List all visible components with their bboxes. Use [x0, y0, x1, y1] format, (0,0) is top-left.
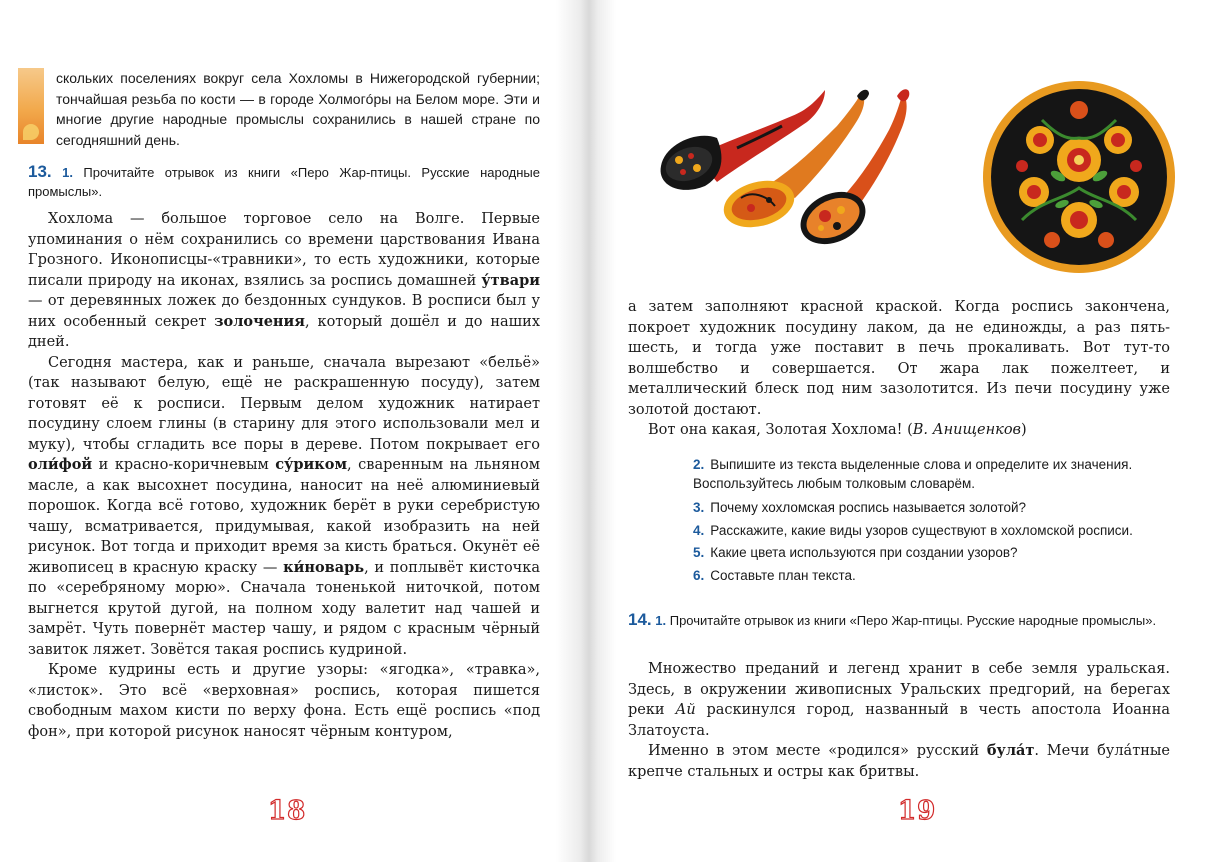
task-13-number: 13. — [28, 162, 52, 181]
page-number-left: 18 — [268, 796, 307, 826]
text-run: — от деревянных ложек до бездонных сундуков. В росписи был у них особенный секрет — [28, 293, 540, 330]
intro-text: скольких поселениях вокруг села Хохломы в Нижегородской губернии; тончайшая резьба по кости — в городе Холмогóры на Белом море. Эти и многие другие народные промыслы сохранились в нашей стране по сегодняшний день. — [56, 70, 540, 148]
khokhloma-plate-illustration — [982, 80, 1177, 275]
question-3 — [693, 497, 1171, 520]
question-5-number: 5. — [693, 545, 705, 560]
task-14-sub: 1. — [655, 613, 667, 628]
text-run: , и поплывёт кисточка по «серебряному морю». Сначала тоненькой ниточкой, потом выгнется крутой дугой, на полном ходу валетит над чашей и замрёт. Чуть повернёт мастер чашу, и рядом с красным чёрный завиток ляжет. Зовётся такая роспись кудриной. — [28, 559, 540, 658]
text-run: . Мечи була́тные крепче стальных и остры как бритвы. — [628, 743, 1171, 780]
task-14 — [628, 610, 1170, 630]
keyword-olifa: оли́фой — [28, 456, 93, 473]
task-13-sub: 1. — [62, 165, 73, 180]
question-6 — [693, 565, 1171, 588]
task-14-text: Прочитайте отрывок из книги «Перо Жар-птицы. Русские народные промыслы». — [669, 613, 1157, 628]
question-4 — [693, 520, 1171, 543]
author-name: В. Анищенков — [912, 422, 1021, 438]
keyword-surik: су́риком — [275, 456, 348, 473]
paragraph-khokhloma-3: Кроме кудрины есть и другие узоры: «ягодка», «травка», «листок». Это всё «верховная» роспись, которая пишется свободным махом кисти по верху фона. Есть ещё роспись «под фон», при которой рисунок наносят чёрным контуром, — [28, 662, 540, 740]
text-run: Именно в этом месте «родился» русский — [648, 743, 987, 759]
question-4-text: Расскажите, какие виды узоров существуют в хохломской росписи. — [710, 522, 1133, 538]
questions-list — [693, 455, 1171, 587]
text-run: Вот она какая, Золотая Хохлома! ( — [648, 422, 913, 438]
question-2-number: 2. — [693, 457, 705, 472]
plate-image — [982, 80, 1177, 275]
question-3-text: Почему хохломская роспись называется золотой? — [710, 500, 1027, 515]
task-13 — [28, 162, 540, 201]
text-run: и красно-коричневым — [92, 457, 276, 473]
river-name: Ай — [675, 702, 696, 718]
keyword-kinovar: ки́новарь — [283, 558, 365, 576]
keyword-bulat: була́т — [986, 742, 1035, 759]
task-14-number: 14. — [628, 610, 652, 629]
keyword-utvari: у́твари — [481, 271, 540, 289]
text-body-right-2 — [628, 659, 1170, 782]
right-page — [585, 0, 1205, 862]
intro-paragraph — [56, 68, 540, 150]
question-5-text: Какие цвета используются при создании узоров? — [710, 545, 1018, 560]
question-6-number: 6. — [693, 567, 705, 583]
text-run: раскинулся город, названный в честь апостола Иоанна Златоуста. — [628, 702, 1171, 739]
paragraph-ural-2 — [628, 741, 1170, 782]
text-run: , сваренным на льняном масле, а как высохнет посудина, наносит на неё алюминиевый порошок. Когда всё готово, художник берёт в руки серебристую чашу, всматривается, придумывая, какой изобразить на ней рисунок. Вот тогда и приходит время за кисть браться. Окунёт её живописец в красную краску — — [28, 457, 541, 576]
paragraph-ural-1 — [628, 659, 1170, 741]
khokhloma-spoons-illustration — [657, 86, 922, 251]
text-run: ) — [1021, 422, 1027, 438]
chapter-tab-decoration — [18, 68, 44, 144]
keyword-zolochenie: золочения — [214, 312, 306, 330]
paragraph-khokhloma-4: а затем заполняют красной краской. Когда роспись закончена, покроет художник посудину лаком, да не единожды, а раз пять-шесть, и тогда уже поставит в печь прокаливать. Вот тут-то волшебство и совершается. От жара лак пожелтеет, и металлический блеск под ним зазолотится. Из печи посудину уже золотой достают. — [628, 299, 1170, 418]
question-4-number: 4. — [693, 522, 705, 538]
book-gutter-shadow — [556, 0, 616, 862]
text-body-left — [28, 209, 540, 742]
text-run: Множество преданий и легенд хранит в себе земля уральская. Здесь, в окружении живописных Уральских предгорий, на берегах реки — [628, 661, 1170, 718]
question-3-number: 3. — [693, 500, 705, 515]
page-number-right: 19 — [898, 796, 937, 826]
question-2-text: Выпишите из текста выделенные слова и определите их значения. Воспользуйтесь любым толковым словарём. — [693, 457, 1133, 491]
paragraph-khokhloma-1 — [28, 209, 540, 353]
question-5 — [693, 542, 1171, 565]
paragraph-khokhloma-5 — [628, 420, 1170, 441]
text-body-right — [628, 297, 1170, 441]
text-run: Сегодня мастера, как и раньше, сначала вырезают «бельё» (так называют белую, ещё не раскрашенную посуду), затем готовят её к росписи. Первым делом художник натирает посудину слоем глины (в старину для этого использовали мел и муку), чтобы сгладить все поры в дереве. Потом покрывает его — [28, 354, 540, 453]
paragraph-khokhloma-2 — [28, 353, 540, 661]
left-page — [0, 0, 585, 862]
task-13-text: Прочитайте отрывок из книги «Перо Жар-птицы. Русские народные промыслы». — [28, 165, 540, 199]
spoons-image — [657, 86, 922, 251]
question-2 — [693, 455, 1171, 493]
text-run: , который дошёл и до наших дней. — [28, 313, 540, 350]
text-run: Хохлома — большое торговое село на Волге. Первые упоминания о нём сохранились со времени царствования Ивана Грозного. Иконописцы-«травники», то есть художники, которые писали природу на иконах, взялись за роспись домашней — [28, 211, 540, 289]
question-6-text: Составьте план текста. — [710, 567, 856, 583]
